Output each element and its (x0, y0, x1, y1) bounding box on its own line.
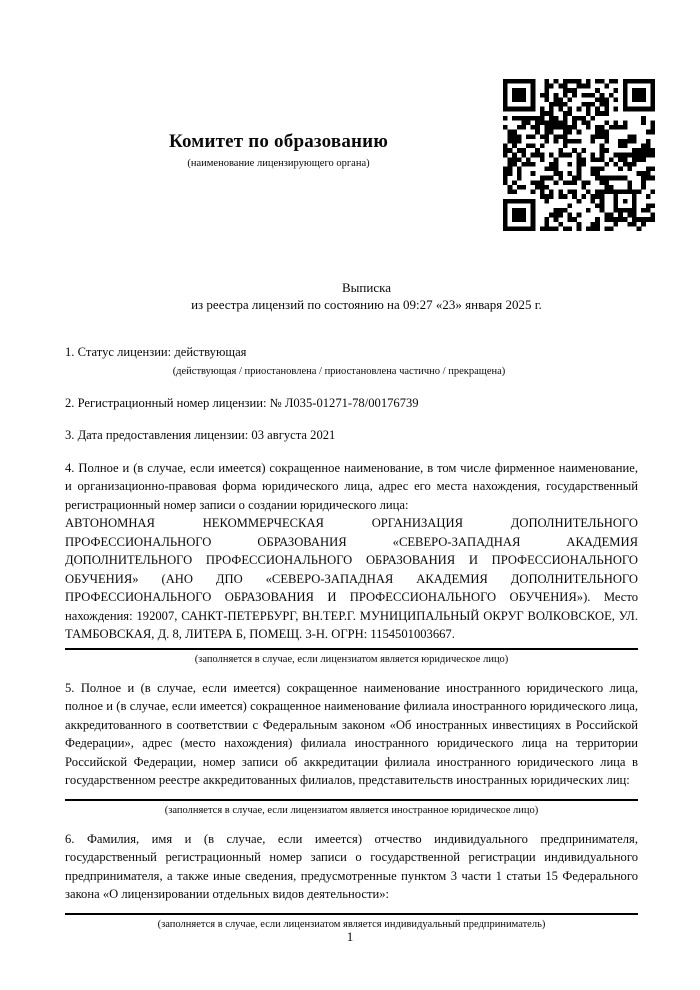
fill-in-line (65, 799, 638, 801)
licensing-authority-name: Комитет по образованию (168, 131, 389, 152)
extract-title: Выписка (342, 280, 391, 295)
legal-entity-value: АВТОНОМНАЯ НЕКОММЕРЧЕСКАЯ ОРГАНИЗАЦИЯ ДОПОЛНИТЕЛЬНОГО ПРОФЕССИОНАЛЬНОГО ОБРАЗОВАНИЯ «СЕВЕРО-ЗАПАДНАЯ АКАДЕМИЯ ДОПОЛНИТЕЛЬНОГО ПРОФЕССИОНАЛЬНОГО ОБРАЗОВАНИЯ И ПРОФЕССИОНАЛЬНОГО ОБУЧЕНИЯ» (АНО ДПО «СЕВЕРО-ЗАПАДНАЯ АКАДЕМИЯ ДОПОЛНИТЕЛЬНОГО ПРОФЕССИОНАЛЬНОГО ОБРАЗОВАНИЯ И ПРОФЕССИОНАЛЬНОГО ОБУЧЕНИЯ»). Место нахождения: 192007, САНКТ-ПЕТЕРБУРГ, ВН.ТЕР.Г. МУНИЦИПАЛЬНЫЙ ОКРУГ ВОЛКОВСКОЕ, УЛ. ТАМБОВСКАЯ, Д. 8, ЛИТЕРА Б, ПОМЕЩ. 3-Н. ОГРН: 1154501003667. (65, 516, 638, 641)
individual-entrepreneur-caption: (заполняется в случае, если лицензиатом является индивидуальный предприниматель) (157, 918, 546, 930)
page-number: 1 (346, 929, 354, 944)
extract-subtitle: из реестра лицензий по состоянию на 09:27 «23» января 2025 г. (191, 297, 542, 312)
registration-number-text: 2. Регистрационный номер лицензии: № Л035-01271-78/00176739 (65, 395, 419, 410)
fill-in-line (65, 913, 638, 915)
legal-entity-caption: (заполняется в случае, если лицензиатом является юридическое лицо) (194, 653, 509, 665)
item-license-status (65, 343, 638, 378)
extract-title-block (65, 279, 638, 313)
item-individual-entrepreneur (65, 830, 638, 931)
fill-in-line (65, 648, 638, 650)
item-registration-number (65, 394, 638, 413)
individual-entrepreneur-text: 6. Фамилия, имя и (в случае, если имеется) отчество индивидуального предпринимателя, государственный регистрационный номер записи о государственной регистрации индивидуального предпринимателя, а также иные сведения, предусмотренные пунктом 3 части 1 статьи 15 Федерального закона «О лицензировании отдельных видов деятельности»: (65, 831, 638, 901)
grant-date-text: 3. Дата предоставления лицензии: 03 августа 2021 (65, 428, 336, 442)
license-status-caption: (действующая / приостановлена / приостановлена частично / прекращена) (172, 365, 506, 377)
document-body (65, 279, 638, 931)
licensing-authority-caption: (наименование лицензирующего органа) (187, 158, 370, 169)
item-foreign-entity (65, 679, 638, 817)
foreign-entity-text: 5. Полное и (в случае, если имеется) сокращенное наименование иностранного юридического лица, полное и (в случае, если имеется) сокращенное наименование филиала иностранного юридического лица, аккредитованного в соответствии с Федеральным законом «Об иностранных инвестициях в Российской Федерации», адрес (место нахождения) филиала иностранного юридического лица на территории Российской Федерации, номер записи об аккредитации филиала иностранного юридического лица в государственном реестре аккредитованных филиалов, представительств иностранных юридических лиц: (65, 680, 638, 787)
item-grant-date (65, 426, 638, 445)
item-legal-entity (65, 459, 638, 666)
license-status-text: 1. Статус лицензии: действующая (65, 345, 247, 359)
licensing-authority-header (0, 131, 557, 170)
foreign-entity-caption: (заполняется в случае, если лицензиатом является иностранное юридическое лицо) (164, 804, 539, 816)
legal-entity-text: 4. Полное и (в случае, если имеется) сокращенное наименование, в том числе фирменное наименование, и организационно-правовая форма юридического лица, адрес его места нахождения, государственный регистрационный номер записи о создании юридического лица: (65, 460, 638, 512)
